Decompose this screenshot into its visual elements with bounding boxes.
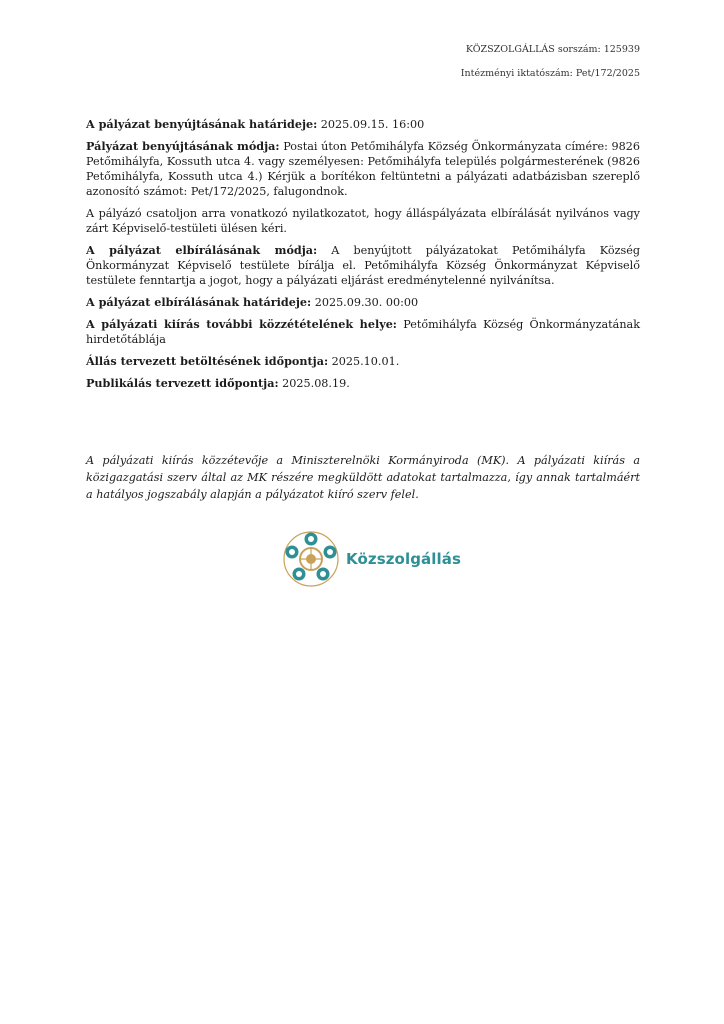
publication-place-value: Petőmihályfa Község Önkormányzatának hirdetőtáblája [86, 318, 640, 346]
submission-method-value: Postai úton Petőmihályfa Község Önkormányzata címére: 9826 Petőmihályfa, Kossuth utca 4. vagy személyesen: Petőmihályfa település polgármesterének (9826 Petőmihályfa, Kossuth utca 4.) Kérjük a borítékon feltüntetni a pályázati adatbázisban szereplő azonosító számot: Pet/172/2025, falugondnok. [86, 140, 640, 198]
submission-method [86, 139, 640, 199]
submission-deadline-value: 2025.09.15. 16:00 [317, 118, 425, 131]
publication-place-label: A pályázati kiírás további közzétételének helye: [86, 317, 397, 331]
publishing-date-label: Publikálás tervezett időpontja: [86, 376, 279, 390]
filling-date [86, 354, 640, 369]
registry-number: Intézményi iktatószám: Pet/172/2025 [460, 68, 640, 79]
publication-place [86, 317, 640, 347]
evaluation-deadline-label: A pályázat elbírálásának határideje: [86, 295, 312, 309]
submission-deadline [86, 117, 640, 132]
declaration-text: A pályázó csatoljon arra vonatkozó nyilatkozatot, hogy álláspályázata elbírálását nyilvános vagy zárt Képviselő-testületi ülésen kéri. [86, 207, 640, 235]
kozszolgallas-logo [280, 528, 461, 590]
serial-number: KÖZSZOLGÁLLÁS sorszám: 125939 [465, 44, 640, 55]
logo-text: Közszolgállás [346, 550, 461, 568]
evaluation-method [86, 243, 640, 288]
publishing-date-value: 2025.08.19. [278, 377, 350, 390]
evaluation-method-value: A benyújtott pályázatokat Petőmihályfa Község Önkormányzat Képviselő testülete bírálja el. Petőmihályfa Község Önkormányzat Képviselő testülete fenntartja a jogot, hogy a pályázati eljárást eredménytelenné nyilvánítsa. [86, 244, 640, 287]
document-body [86, 117, 640, 398]
publisher-note: A pályázati kiírás közzétevője a Miniszterelnöki Kormányiroda (MK). A pályázati kiírás a közigazgatási szerv által az MK részére megküldött adatokat tartalmazza, így annak tartalmáért a hatályos jogszabály alapján a pályázatot kiíró szerv felel. [86, 454, 640, 501]
kozszolgallas-emblem-icon [280, 528, 342, 590]
evaluation-method-label: A pályázat elbírálásának módja: [86, 243, 318, 257]
submission-deadline-label: A pályázat benyújtásának határideje: [86, 117, 318, 131]
publishing-date [86, 376, 640, 391]
evaluation-deadline-value: 2025.09.30. 00:00 [311, 296, 419, 309]
filling-date-value: 2025.10.01. [328, 355, 400, 368]
submission-method-label: Pályázat benyújtásának módja: [86, 139, 280, 153]
evaluation-deadline [86, 295, 640, 310]
filling-date-label: Állás tervezett betöltésének időpontja: [86, 354, 329, 368]
